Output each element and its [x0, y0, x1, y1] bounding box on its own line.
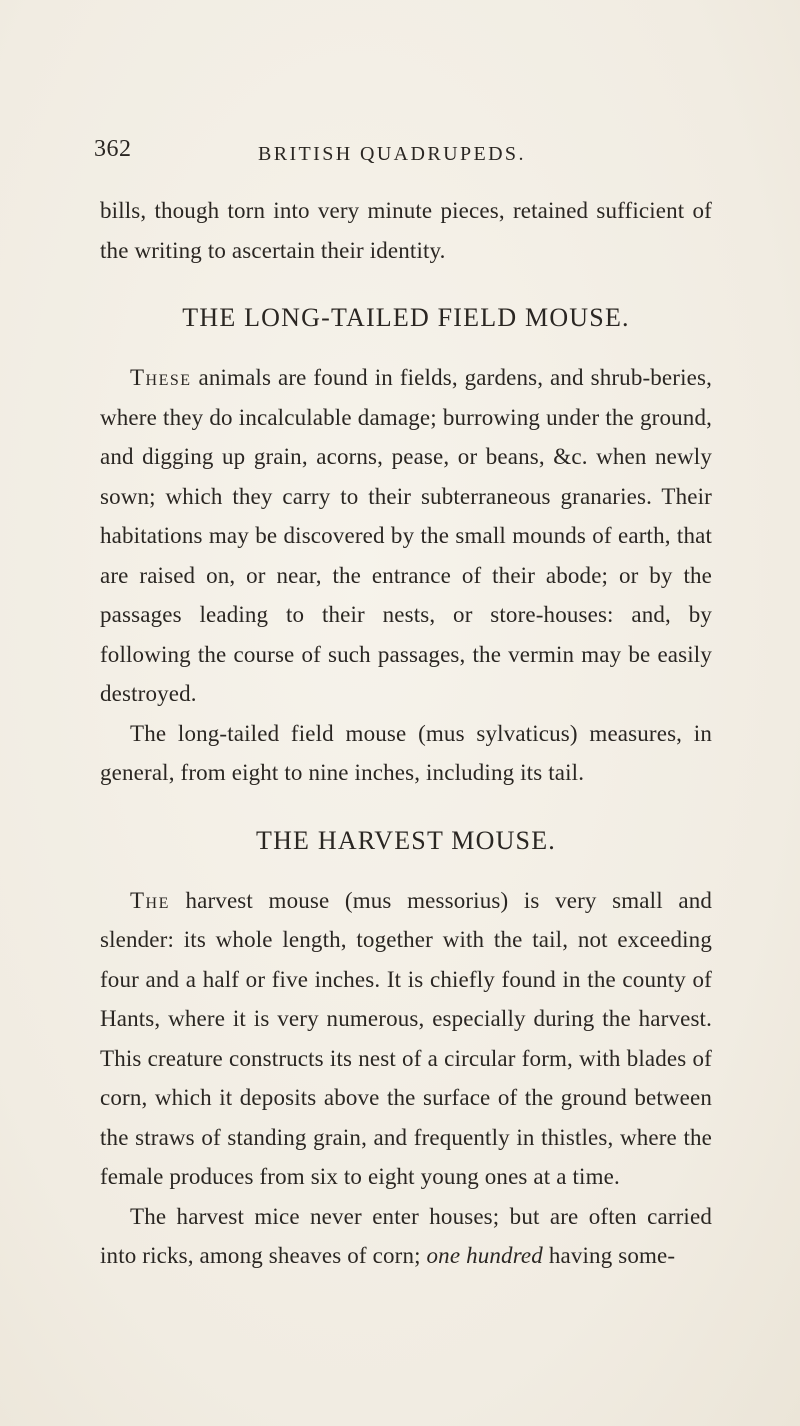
paragraph-long-tailed-measurements: The long-tailed field mouse (mus sylvaticus) measures, in general, from eight to nine inches, including its tail.	[100, 720, 712, 785]
intro-paragraph: bills, though torn into very minute pieces, retained sufficient of the writing to ascertain their identity.	[100, 198, 712, 263]
paragraph-harvest-description	[100, 881, 712, 1197]
paragraph-text: The harvest mice never enter houses; but are often carried into ricks, among sheaves of corn;	[100, 1203, 712, 1268]
paragraph-text: having some-	[542, 1243, 676, 1268]
running-head: BRITISH QUADRUPEDS.	[258, 143, 526, 165]
italic-phrase: one hundred	[426, 1243, 543, 1268]
paragraph-lead-word: These	[130, 365, 192, 390]
paragraph-long-tailed-description	[100, 358, 712, 714]
paragraph-text: harvest mouse (mus messorius) is very small and slender: its whole length, together with the tail, not exceeding four and a half or five inches. It is chiefly found in the county of Hants, where it is very numerous, especially during the harvest. This creature constructs its nest of a circular form, with blades of corn, which it deposits above the surface of the ground between the straws of standing grain, and frequently in thistles, where the female produces from six to eight young ones at a time.	[100, 887, 712, 1189]
page-number: 362	[94, 136, 132, 162]
section-heading-harvest-mouse: THE HARVEST MOUSE.	[256, 825, 556, 855]
page-body	[100, 191, 712, 1276]
paragraph-harvest-habits	[100, 1197, 712, 1276]
section-heading-long-tailed-field-mouse: THE LONG-TAILED FIELD MOUSE.	[182, 303, 630, 332]
paragraph-lead-word: The	[130, 887, 170, 913]
paragraph-text: animals are found in fields, gardens, and shrub-beries, where they do incalculable damage; burrowing under the ground, and digging up grain, acorns, pease, or beans, &c. when newly sown; which they carry to their subterraneous granaries. Their habitations may be discovered by the small mounds of earth, that are raised on, or near, the entrance of their abode; or by the passages leading to their nests, or store-houses: and, by following the course of such passages, the vermin may be easily destroyed.	[100, 365, 712, 706]
